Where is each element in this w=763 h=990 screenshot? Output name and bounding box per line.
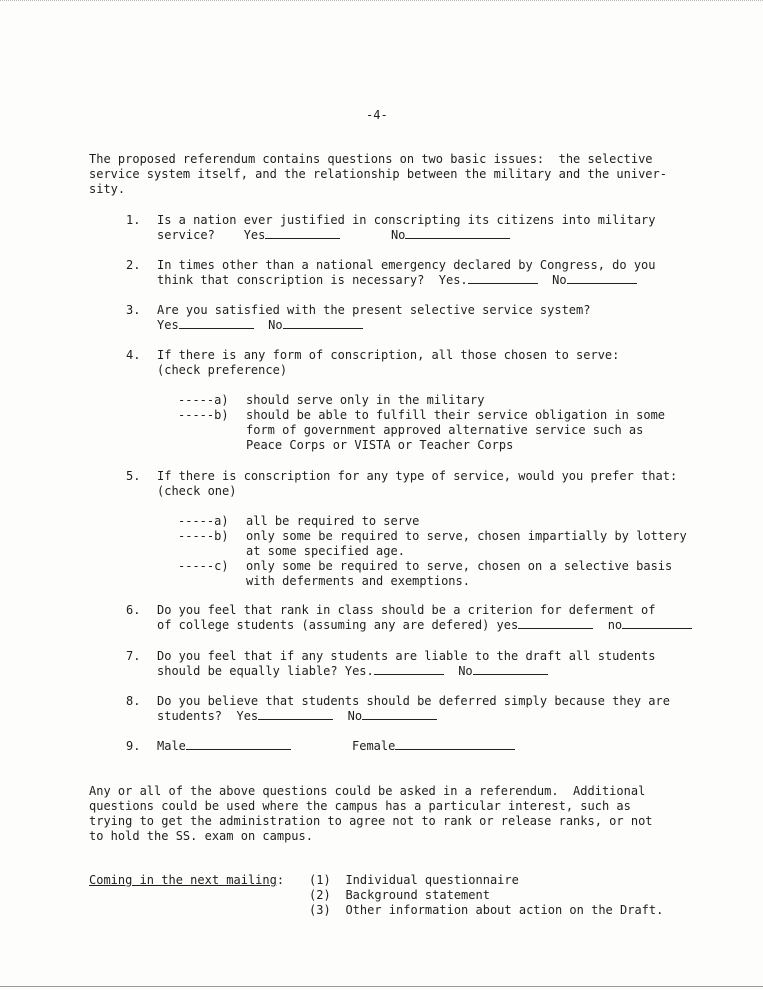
male-label: Male bbox=[157, 739, 186, 753]
question-3-number: 3. bbox=[126, 303, 141, 317]
yes-blank[interactable] bbox=[374, 664, 444, 675]
intro-line-2: service system itself, and the relationship between the military and the univer- bbox=[89, 167, 667, 181]
question-5-text: If there is conscription for any type of service, would you prefer that: bbox=[157, 469, 678, 483]
intro-line-1: The proposed referendum contains questions on two basic issues: the selective bbox=[89, 152, 653, 166]
yes-blank[interactable] bbox=[258, 709, 333, 720]
next-mailing-item-1: (1) Individual questionnaire bbox=[309, 873, 519, 887]
yes-blank[interactable] bbox=[179, 318, 254, 329]
no-blank[interactable] bbox=[473, 664, 548, 675]
intro-line-3: sity. bbox=[89, 182, 126, 196]
option-4b-text-1: should be able to fulfill their service obligation in some bbox=[246, 408, 666, 422]
question-6-answer-line bbox=[157, 618, 692, 633]
question-2-number: 2. bbox=[126, 258, 141, 272]
option-4b-text-3: Peace Corps or VISTA or Teacher Corps bbox=[246, 438, 514, 452]
bottom-page-edge bbox=[0, 986, 763, 987]
answer-yes-label: students? Yes bbox=[157, 709, 259, 723]
question-5-instruction: (check one) bbox=[157, 484, 237, 498]
male-blank[interactable] bbox=[186, 739, 291, 750]
next-mailing-item-2: (2) Background statement bbox=[309, 888, 490, 902]
question-1-number: 1. bbox=[126, 213, 141, 227]
option-5a-marker[interactable]: -----a) bbox=[178, 514, 229, 528]
answer-yes-label: of college students (assuming any are defered) yes bbox=[157, 618, 519, 632]
question-8-text: Do you believe that students should be deferred simply because they are bbox=[157, 694, 670, 708]
yes-blank[interactable] bbox=[265, 228, 340, 239]
answer-yes-label: Yes bbox=[157, 318, 179, 332]
answer-no-label: No bbox=[390, 228, 406, 242]
next-mailing-heading: Coming in the next mailing: bbox=[89, 873, 285, 887]
yes-blank[interactable] bbox=[468, 273, 538, 284]
question-1-answer-line bbox=[157, 228, 510, 243]
question-6-number: 6. bbox=[126, 603, 141, 617]
question-4-number: 4. bbox=[126, 348, 141, 362]
question-7-answer-line bbox=[157, 664, 548, 679]
answer-no-label: no bbox=[607, 618, 623, 632]
question-8-number: 8. bbox=[126, 694, 141, 708]
question-6-text: Do you feel that rank in class should be a criterion for deferment of bbox=[157, 603, 656, 617]
option-4b-text-2: form of government approved alternative service such as bbox=[246, 423, 644, 437]
no-blank[interactable] bbox=[567, 273, 637, 284]
closing-line-2: questions could be used where the campus has a particular interest, such as bbox=[89, 799, 631, 813]
option-4b-marker[interactable]: -----b) bbox=[178, 408, 229, 422]
question-8-answer-line bbox=[157, 709, 437, 724]
answer-yes-label: should be equally liable? Yes. bbox=[157, 664, 374, 678]
option-5a-text: all be required to serve bbox=[246, 514, 420, 528]
female-blank[interactable] bbox=[395, 739, 515, 750]
female-label: Female bbox=[352, 739, 396, 753]
closing-line-1: Any or all of the above questions could be asked in a referendum. Additional bbox=[89, 784, 646, 798]
next-mailing-label: Coming in the next mailing bbox=[89, 873, 277, 887]
option-5b-text-1: only some be required to serve, chosen impartially by lottery bbox=[246, 529, 687, 543]
option-5c-text-2: with deferments and exemptions. bbox=[246, 574, 470, 588]
next-mailing-item-3: (3) Other information about action on the Draft. bbox=[309, 903, 664, 917]
no-blank[interactable] bbox=[283, 318, 363, 329]
question-7-number: 7. bbox=[126, 649, 141, 663]
answer-yes-label: service? Yes bbox=[157, 228, 266, 242]
answer-yes-label: think that conscription is necessary? Yes. bbox=[157, 273, 468, 287]
question-9-male-line bbox=[157, 739, 291, 754]
question-7-text: Do you feel that if any students are liable to the draft all students bbox=[157, 649, 656, 663]
question-9-number: 9. bbox=[126, 739, 141, 753]
question-3-text: Are you satisfied with the present selective service system? bbox=[157, 303, 591, 317]
page-number: -4- bbox=[366, 108, 388, 122]
option-5c-text-1: only some be required to serve, chosen on a selective basis bbox=[246, 559, 673, 573]
answer-no-label: No bbox=[268, 318, 283, 332]
closing-line-4: to hold the SS. exam on campus. bbox=[89, 829, 313, 843]
question-4-text: If there is any form of conscription, all those chosen to serve: bbox=[157, 348, 620, 362]
question-2-answer-line bbox=[157, 273, 637, 288]
question-4-instruction: (check preference) bbox=[157, 363, 288, 377]
option-4a-text: should serve only in the military bbox=[246, 393, 485, 407]
answer-no-label: No bbox=[347, 709, 363, 723]
top-page-edge bbox=[0, 0, 763, 1]
question-1-text: Is a nation ever justified in conscripting its citizens into military bbox=[157, 213, 656, 227]
option-5b-marker[interactable]: -----b) bbox=[178, 529, 229, 543]
yes-blank[interactable] bbox=[518, 618, 593, 629]
option-5c-marker[interactable]: -----c) bbox=[178, 559, 229, 573]
question-3-answer-line bbox=[157, 318, 363, 333]
answer-no-label: No bbox=[458, 664, 473, 678]
question-5-number: 5. bbox=[126, 469, 141, 483]
closing-line-3: trying to get the administration to agree not to rank or release ranks, or not bbox=[89, 814, 653, 828]
question-2-text: In times other than a national emergency declared by Congress, do you bbox=[157, 258, 656, 272]
no-blank[interactable] bbox=[622, 618, 692, 629]
question-9-female-line bbox=[352, 739, 515, 754]
no-blank[interactable] bbox=[362, 709, 437, 720]
option-4a-marker[interactable]: -----a) bbox=[178, 393, 229, 407]
option-5b-text-2: at some specified age. bbox=[246, 544, 405, 558]
answer-no-label: No bbox=[552, 273, 567, 287]
no-blank[interactable] bbox=[405, 228, 510, 239]
